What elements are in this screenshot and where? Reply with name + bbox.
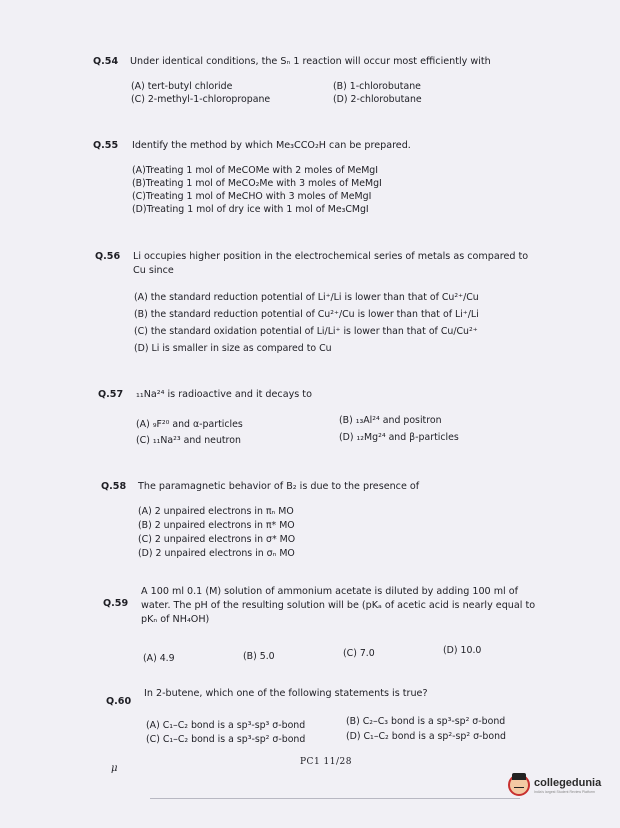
graduate-avatar-icon — [508, 774, 530, 796]
question-number: Q.56 — [95, 251, 121, 262]
brand-tagline: India's largest Student Review Platform — [534, 789, 595, 794]
option-c: (C) 7.0 — [343, 648, 375, 659]
question-text: Under identical conditions, the Sₙ 1 reaction will occur most efficiently with — [130, 56, 491, 67]
option-d: (D) C₁–C₂ bond is a sp²-sp² σ-bond — [346, 731, 506, 742]
option-a: (A) C₁–C₂ bond is a sp³-sp³ σ-bond — [146, 720, 306, 731]
question-text-line-2: water. The pH of the resulting solution will be (pKₐ of acetic acid is nearly equal to — [141, 600, 536, 611]
brand-name: collegedunia — [534, 776, 602, 789]
option-b: (B)Treating 1 mol of MeCO₂Me with 3 moles of MeMgI — [132, 178, 382, 189]
option-b: (B) ₁₃Al²⁴ and positron — [339, 415, 442, 426]
option-a: (A) tert-butyl chloride — [131, 81, 233, 92]
option-c: (C)Treating 1 mol of MeCHO with 3 moles of MeMgI — [132, 191, 372, 202]
collegedunia-watermark — [508, 770, 618, 800]
question-number: Q.57 — [98, 389, 124, 400]
option-a: (A) 4.9 — [143, 653, 175, 664]
option-b: (B) 2 unpaired electrons in π* MO — [138, 520, 295, 531]
question-number: Q.58 — [101, 481, 127, 492]
option-d: (D) 2-chlorobutane — [333, 94, 422, 105]
question-number: Q.54 — [93, 56, 119, 67]
question-number: Q.60 — [106, 696, 132, 707]
option-d: (D)Treating 1 mol of dry ice with 1 mol of Me₃CMgI — [132, 204, 369, 215]
question-number: Q.55 — [93, 140, 119, 151]
question-text: In 2-butene, which one of the following statements is true? — [144, 688, 428, 699]
question-text-line-1: A 100 ml 0.1 (M) solution of ammonium acetate is diluted by adding 100 ml of — [141, 586, 519, 597]
option-c: (C) the standard oxidation potential of Li/Li⁺ is lower than that of Cu/Cu²⁺ — [134, 326, 478, 337]
question-text: The paramagnetic behavior of B₂ is due to the presence of — [138, 481, 420, 492]
option-d: (D) 2 unpaired electrons in σₙ MO — [138, 548, 295, 559]
option-d: (D) Li is smaller in size as compared to Cu — [134, 343, 332, 354]
option-d: (D) ₁₂Mg²⁴ and β-particles — [339, 432, 459, 443]
footer-divider — [150, 798, 520, 799]
page-code: PC1 11/28 — [300, 757, 352, 767]
option-a: (A)Treating 1 mol of MeCOMe with 2 moles of MeMgI — [132, 165, 379, 176]
question-text-line-2: Cu since — [133, 265, 174, 276]
option-b: (B) 5.0 — [243, 651, 275, 662]
question-number: Q.59 — [103, 598, 129, 609]
option-b: (B) C₂–C₃ bond is a sp³-sp² σ-bond — [346, 716, 506, 727]
question-text: ₁₁Na²⁴ is radioactive and it decays to — [136, 389, 312, 400]
option-b: (B) the standard reduction potential of Cu²⁺/Cu is lower than that of Li⁺/Li — [134, 309, 479, 320]
handwritten-mark: μ — [111, 763, 118, 774]
option-c: (C) 2 unpaired electrons in σ* MO — [138, 534, 296, 545]
option-b: (B) 1-chlorobutane — [333, 81, 421, 92]
option-a: (A) ₉F²⁰ and α-particles — [136, 419, 243, 430]
option-c: (C) ₁₁Na²³ and neutron — [136, 435, 241, 446]
option-a: (A) 2 unpaired electrons in πₙ MO — [138, 506, 294, 517]
option-a: (A) the standard reduction potential of Li⁺/Li is lower than that of Cu²⁺/Cu — [134, 292, 479, 303]
question-text-line-3: pKₙ of NH₄OH) — [141, 614, 210, 625]
question-text: Identify the method by which Me₃CCO₂H can be prepared. — [132, 140, 411, 151]
option-c: (C) 2-methyl-1-chloropropane — [131, 94, 271, 105]
option-d: (D) 10.0 — [443, 645, 482, 656]
question-text-line-1: Li occupies higher position in the electrochemical series of metals as compared to — [133, 251, 529, 262]
option-c: (C) C₁–C₂ bond is a sp³-sp² σ-bond — [146, 734, 306, 745]
